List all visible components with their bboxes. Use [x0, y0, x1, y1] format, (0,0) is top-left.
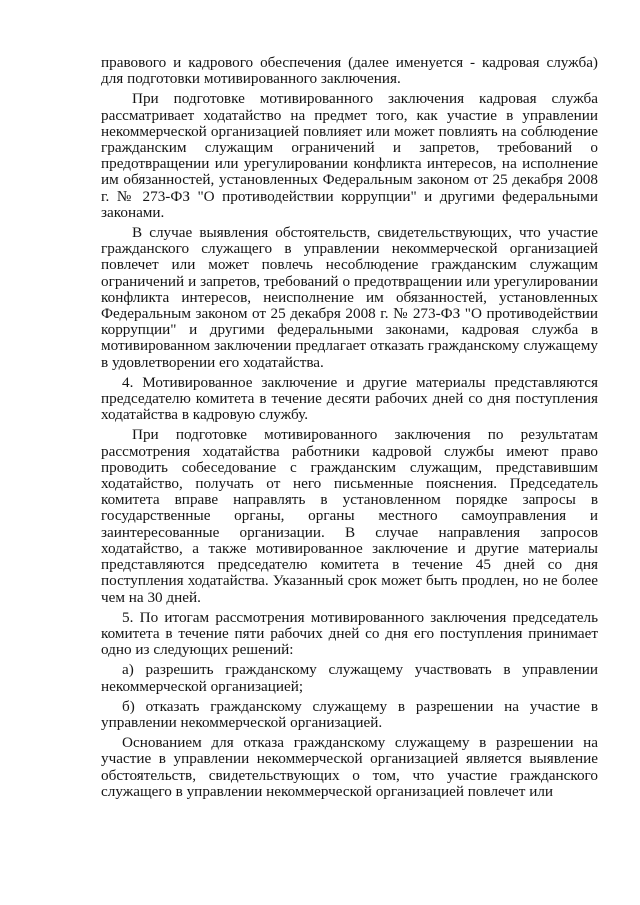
paragraph-refusal-grounds: Основанием для отказа гражданскому служащему в разрешении на участие в управлении некоммерческой организацией является выявление обстоятельств, свидетельствующих о том, что участие гражданского служащего в управлении некоммерческой организацией повлечет или [101, 734, 598, 800]
paragraph-continuation: правового и кадрового обеспечения (далее именуется - кадровая служба) для подготовки мотивированного заключения. [101, 54, 598, 88]
paragraph-option-b: б) отказать гражданскому служащему в разрешении на участие в управлении некоммерческой организацией. [101, 697, 598, 731]
document-page [101, 55, 598, 804]
paragraph-motivated-conclusion: При подготовке мотивированного заключения кадровая служба рассматривает ходатайство на предмет того, как участие в управлении некоммерческой организацией повлияет или может повлиять на соблюдение гражданским служащим ограничений и запретов, требований о предотвращении или урегулировании конфликта интересов, на исполнение им обязанностей, установленных Федеральным законом от 25 декабря 2008 г. № 273-ФЗ "О противодействии коррупции" и другими федеральными законами. [101, 90, 598, 221]
paragraph-item-4: 4. Мотивированное заключение и другие материалы представляются председателю комитета в течение десяти рабочих дней со дня поступления ходатайства в кадровую службу. [101, 373, 598, 424]
paragraph-refusal-proposal: В случае выявления обстоятельств, свидетельствующих, что участие гражданского служащего в управлении некоммерческой организацией повлечет или может повлечь несоблюдение гражданским служащим ограничений и запретов, требований о предотвращении или урегулировании конфликта интересов, неисполнение им обязанностей, установленных Федеральным законом от 25 декабря 2008 г. № 273-ФЗ "О противодействии коррупции" и другими федеральными законами, кадровая служба в мотивированном заключении предлагает отказать гражданскому служащему в удовлетворении его ходатайства. [101, 224, 598, 371]
paragraph-item-5: 5. По итогам рассмотрения мотивированного заключения председатель комитета в течение пяти рабочих дней со дня его поступления принимает одно из следующих решений: [101, 608, 598, 659]
paragraph-option-a: а) разрешить гражданскому служащему участвовать в управлении некоммерческой организацией; [101, 661, 598, 695]
paragraph-interview-requests: При подготовке мотивированного заключения по результатам рассмотрения ходатайства работники кадровой службы имеют право проводить собеседование с гражданским служащим, представившим ходатайство, получать от него письменные пояснения. Председатель комитета вправе направлять в установленном порядке запросы в государственные органы, органы местного самоуправления и заинтересованные организации. В случае направления запросов ходатайство, а также мотивированное заключение и другие материалы представляются председателю комитета в течение 45 дней со дня поступления ходатайства. Указанный срок может быть продлен, но не более чем на 30 дней. [101, 426, 598, 606]
